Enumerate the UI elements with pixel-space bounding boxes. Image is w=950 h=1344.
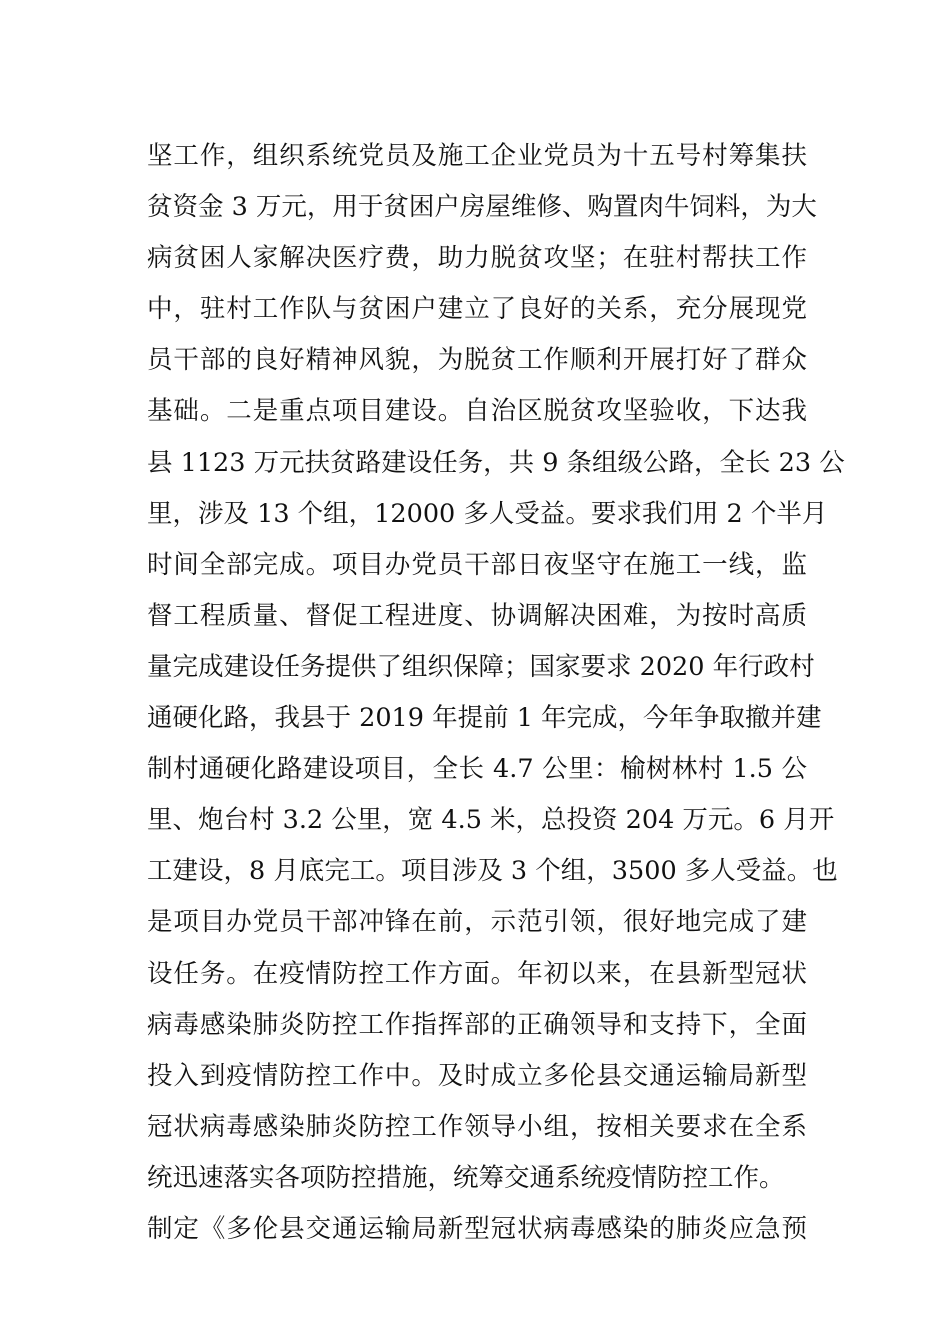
text-line: 督工程质量、督促工程进度、协调解决困难，为按时高质 [147,600,807,631]
text-line: 通硬化路，我县于 2019 年提前 1 年完成，今年争取撤并建 [147,703,822,734]
text-line: 投入到疫情防控工作中。及时成立多伦县交通运输局新型 [147,1060,807,1091]
body-text [147,131,845,1255]
text-line: 时间全部完成。项目办党员干部日夜坚守在施工一线，监 [147,549,807,580]
text-line: 工建设，8 月底完工。项目涉及 3 个组，3500 多人受益。也 [147,856,838,887]
text-line: 员干部的良好精神风貌，为脱贫工作顺利开展打好了群众 [147,345,807,376]
text-line: 病毒感染肺炎防控工作指挥部的正确领导和支持下，全面 [147,1009,807,1040]
text-line: 制村通硬化路建设项目，全长 4.7 公里：榆树林村 1.5 公 [147,754,807,785]
text-line: 县 1123 万元扶贫路建设任务，共 9 条组级公路，全长 23 公 [147,447,845,478]
text-line: 统迅速落实各项防控措施，统筹交通系统疫情防控工作。 [147,1162,785,1193]
text-line: 坚工作，组织系统党员及施工企业党员为十五号村筹集扶 [147,141,807,171]
text-line: 贫资金 3 万元，用于贫困户房屋维修、购置肉牛饲料，为大 [147,192,817,223]
text-line: 设任务。在疫情防控工作方面。年初以来，在县新型冠状 [147,958,807,989]
text-line: 制定《多伦县交通运输局新型冠状病毒感染的肺炎应急预 [147,1213,807,1244]
text-line: 中，驻村工作队与贫困户建立了良好的关系，充分展现党 [147,294,807,325]
text-line: 量完成建设任务提供了组织保障；国家要求 2020 年行政村 [147,651,815,682]
text-line: 里，涉及 13 个组，12000 多人受益。要求我们用 2 个半月 [147,498,828,529]
text-line: 病贫困人家解决医疗费，助力脱贫攻坚；在驻村帮扶工作 [147,243,807,274]
text-line: 基础。二是重点项目建设。自治区脱贫攻坚验收，下达我 [147,396,807,427]
text-line: 里、炮台村 3.2 公里，宽 4.5 米，总投资 204 万元。6 月开 [147,805,835,836]
text-line: 冠状病毒感染肺炎防控工作领导小组，按相关要求在全系 [147,1111,807,1142]
text-line: 是项目办党员干部冲锋在前，示范引领，很好地完成了建 [147,907,807,938]
